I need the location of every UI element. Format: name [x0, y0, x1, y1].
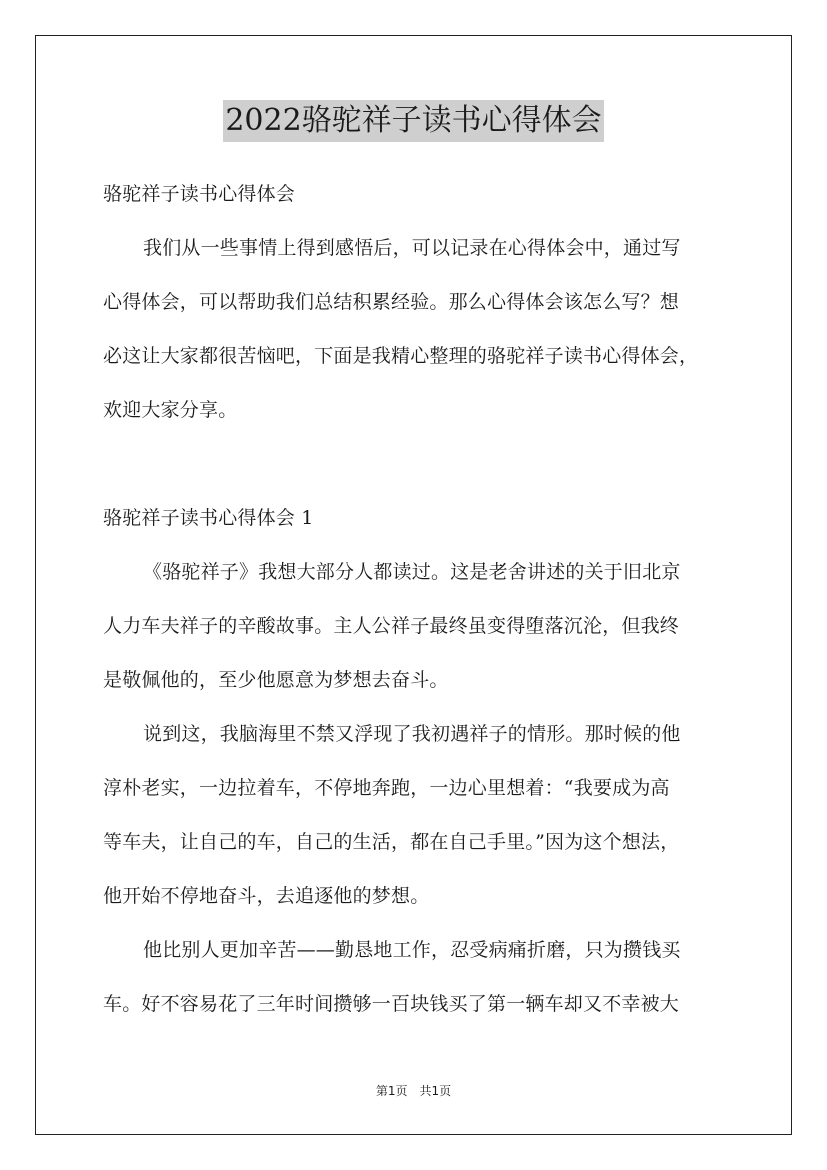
intro-line: 欢迎大家分享。	[103, 399, 238, 421]
paragraph-line: 人力车夫祥子的辛酸故事。主人公祥子最终虽变得堕落沉沦，但我终	[103, 615, 680, 637]
paragraph-line: 说到这，我脑海里不禁又浮现了我初遇祥子的情形。那时候的他	[143, 723, 681, 745]
paragraph-line: 是敬佩他的，至少他愿意为梦想去奋斗。	[103, 669, 449, 691]
page-number: 第1页 共1页	[375, 1084, 452, 1098]
paragraph-line: 他比别人更加辛苦——勤恳地工作，忍受病痛折磨，只为攒钱买	[143, 939, 681, 961]
paragraph-line: 等车夫，让自己的车，自己的生活，都在自己手里。”因为这个想法，	[103, 831, 680, 853]
intro-line: 我们从一些事情上得到感悟后，可以记录在心得体会中，通过写	[143, 237, 681, 259]
intro-line: 心得体会，可以帮助我们总结积累经验。那么心得体会该怎么写？想	[103, 291, 680, 313]
paragraph-line: 车。好不容易花了三年时间攒够一百块钱买了第一辆车却又不幸被大	[103, 993, 680, 1015]
intro-line: 必这让大家都很苦恼吧，下面是我精心整理的骆驼祥子读书心得体会，	[103, 345, 699, 367]
section-heading: 骆驼祥子读书心得体会 1	[103, 507, 314, 529]
paragraph-line: 《骆驼祥子》我想大部分人都读过。这是老舍讲述的关于旧北京	[143, 561, 681, 583]
page-footer	[0, 1082, 827, 1099]
subtitle: 骆驼祥子读书心得体会	[103, 183, 296, 205]
paragraph-line: 他开始不停地奋斗，去追逐他的梦想。	[103, 885, 430, 907]
title-container	[0, 100, 827, 142]
paragraph-line: 淳朴老实，一边拉着车，不停地奔跑，一边心里想着：“我要成为高	[103, 777, 670, 799]
document-title: 2022骆驼祥子读书心得体会	[223, 100, 603, 142]
